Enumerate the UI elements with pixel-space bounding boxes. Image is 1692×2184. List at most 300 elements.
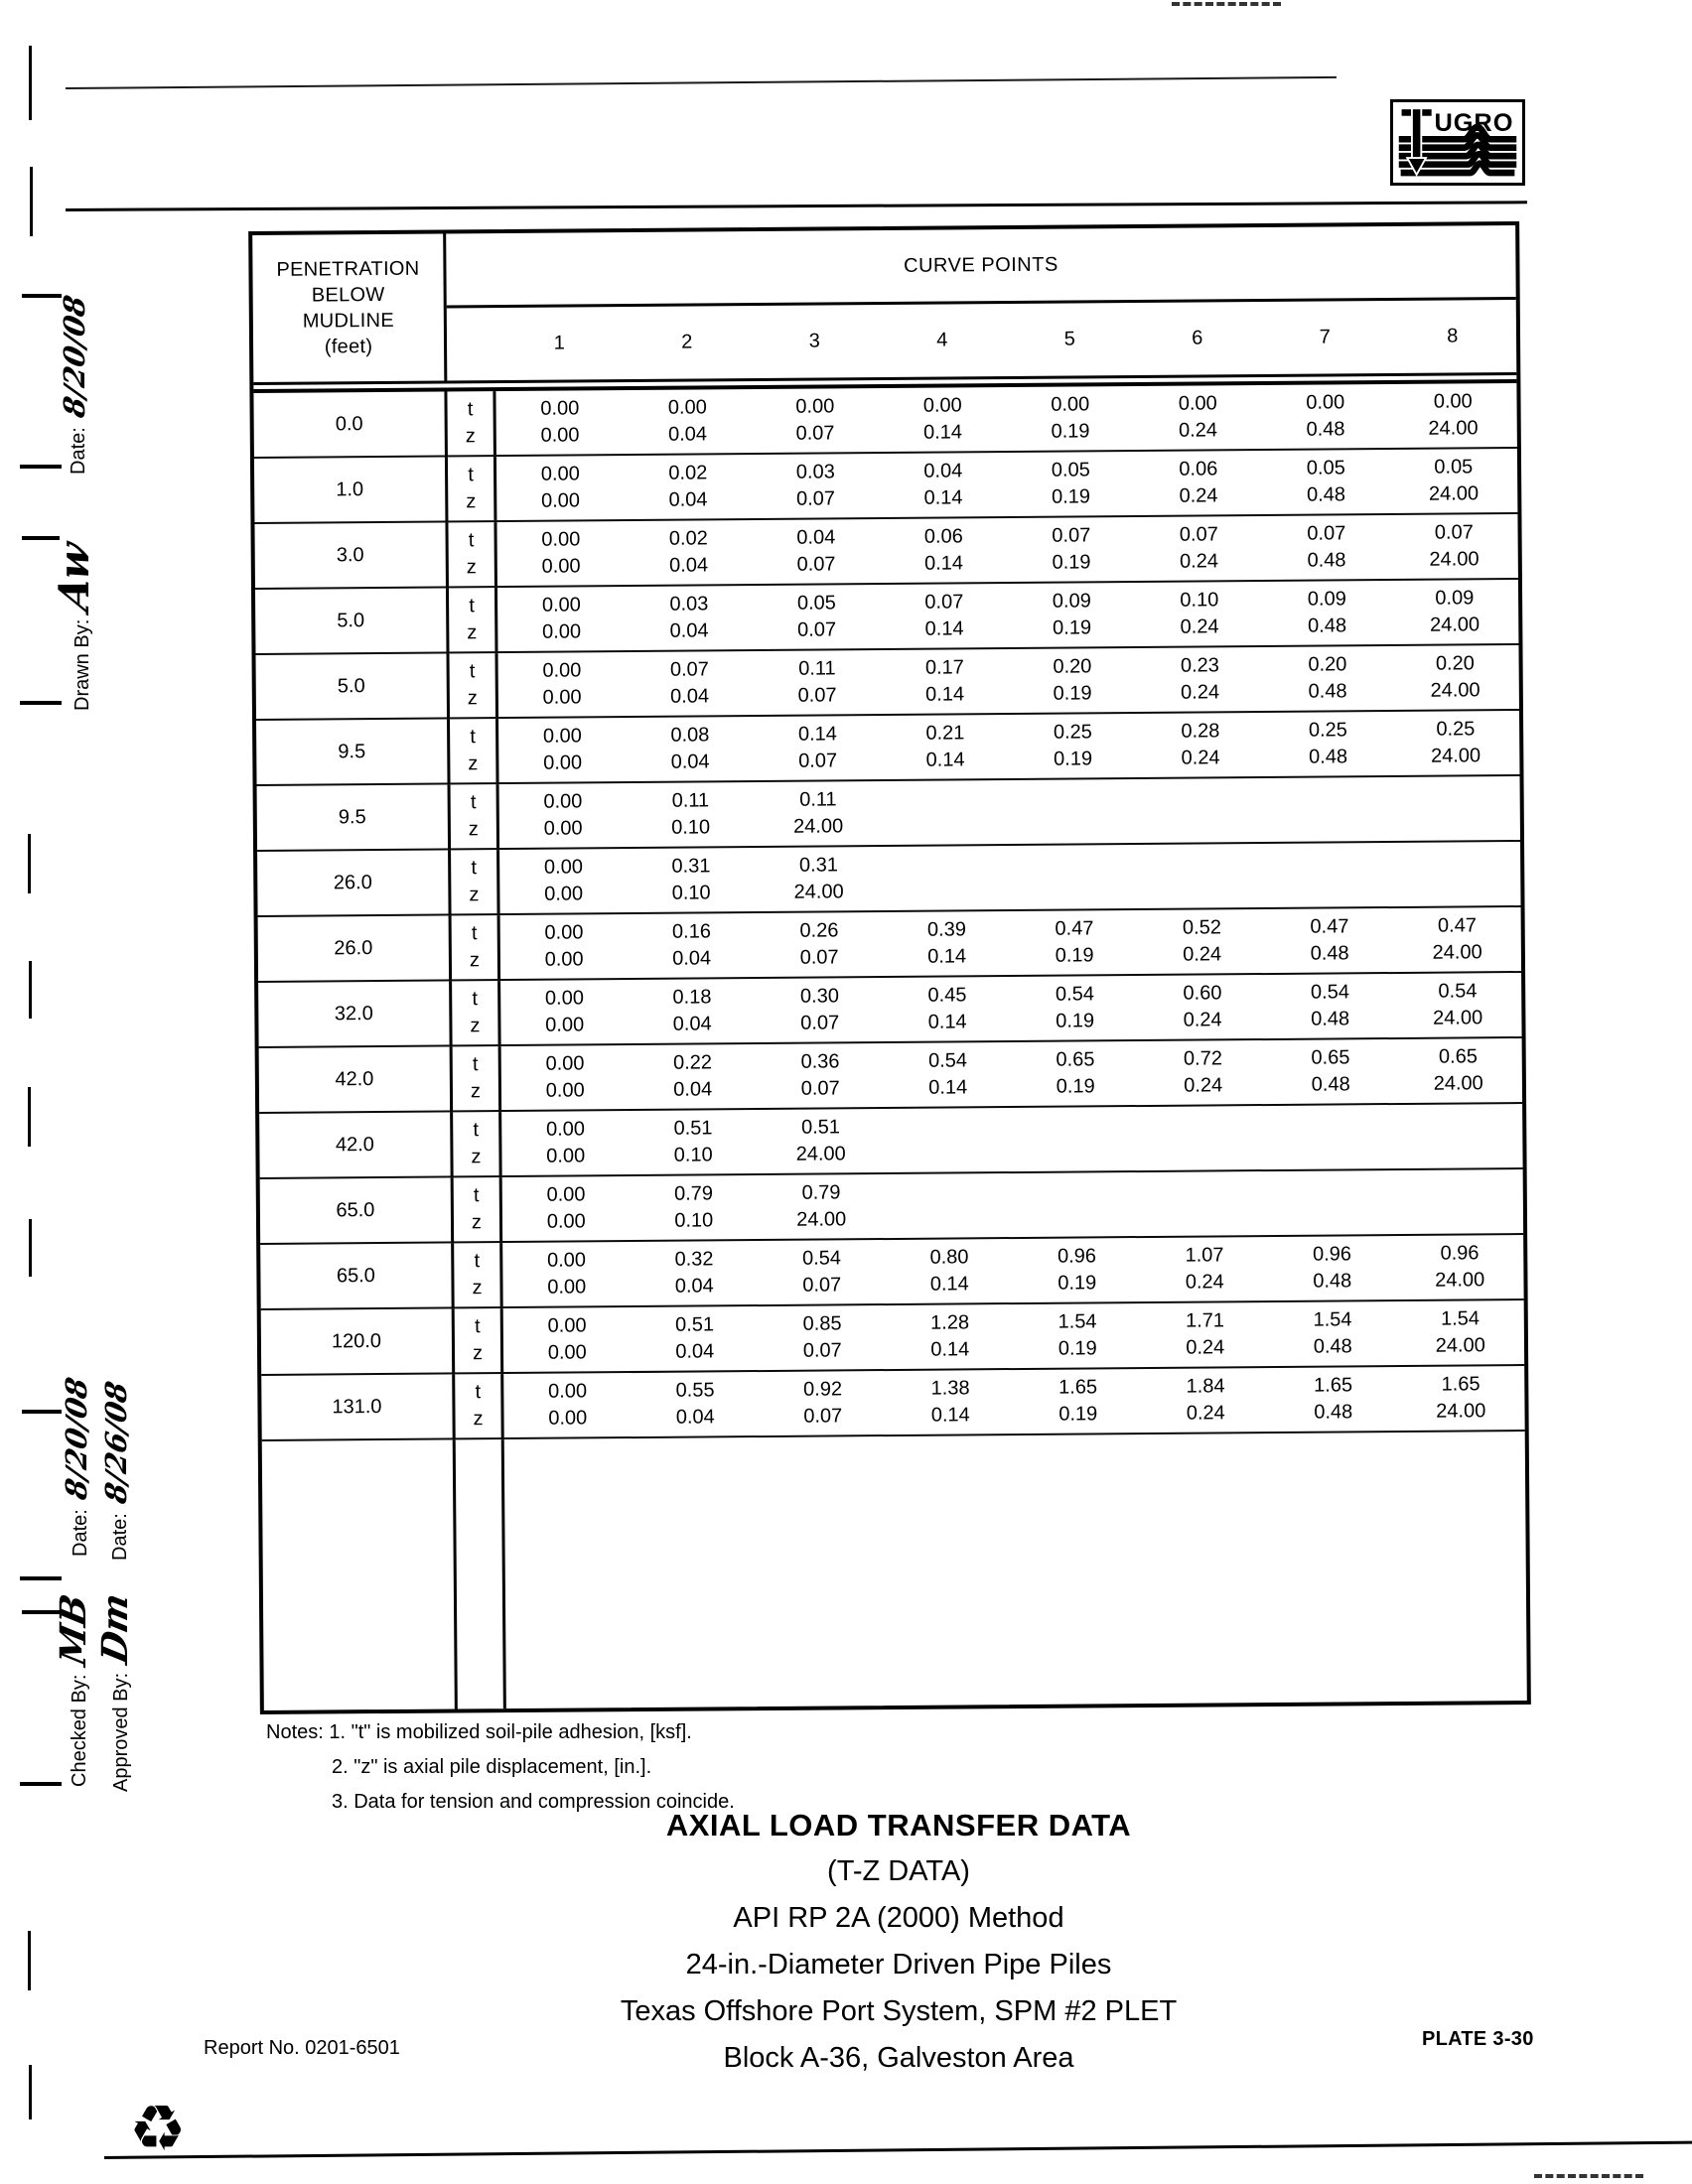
binder-mark [30,167,33,236]
curve-values-cell [503,1300,1524,1372]
t-value [1392,781,1520,809]
t-value: 0.32 [674,1248,714,1271]
t-value [1265,782,1393,810]
t-row-label: t [472,1053,479,1076]
z-value: 0.14 [925,749,965,771]
z-value: 0.24 [1186,1336,1225,1359]
z-value: 0.00 [547,1276,587,1298]
t-value [1265,848,1393,876]
t-value: 0.16 [671,920,712,943]
t-value: 0.20 [1053,655,1092,678]
t-value: 0.10 [1180,589,1219,612]
t-value: 0.36 [800,1050,840,1073]
penetration-depth-cell: 0.0 [253,391,447,457]
tz-label-cell [453,1112,502,1175]
z-value: 0.19 [1052,551,1091,574]
t-value: 0.25 [1436,718,1476,741]
z-value: 0.14 [930,1338,970,1361]
t-value: 1.54 [1313,1308,1352,1331]
z-value: 24.00 [1429,548,1480,571]
penetration-depth-cell: 9.5 [256,719,450,784]
t-value [1268,1175,1396,1203]
t-value: 0.00 [544,987,585,1010]
t-value: 0.07 [1179,523,1218,546]
t-value: 0.04 [923,460,963,482]
table-row [257,776,1520,852]
penetration-header-line: (feet) [324,336,373,358]
z-value [1392,808,1520,836]
tz-label-cell [452,981,501,1044]
table-row [257,842,1520,917]
curve-values-cell [499,776,1520,848]
z-row-label: z [468,752,479,775]
z-value: 0.07 [795,487,836,510]
t-row-label: t [472,988,479,1011]
penetration-depth-cell: 65.0 [260,1177,454,1243]
t-value: 0.54 [1310,981,1350,1004]
t-value: 1.38 [930,1377,970,1400]
t-value: 0.72 [1183,1047,1223,1070]
z-value: 0.24 [1178,419,1218,442]
z-value [1140,1138,1268,1165]
z-value [1010,811,1138,839]
t-value: 1.84 [1186,1375,1225,1398]
t-value: 0.07 [669,658,709,681]
z-value: 0.04 [675,1340,715,1363]
z-value: 0.04 [675,1406,715,1429]
t-value: 0.17 [924,656,964,679]
tz-label-cell [456,1439,506,1708]
t-value: 0.30 [799,985,840,1008]
z-value: 0.19 [1053,616,1092,639]
t-value [1140,1111,1268,1139]
penetration-header-line: PENETRATION [276,257,420,281]
curve-points-header [446,225,1516,380]
z-value: 0.48 [1311,1008,1350,1030]
z-value: 24.00 [795,1143,846,1165]
z-value: 0.19 [1056,1010,1095,1032]
table-row [261,1300,1524,1376]
t-row-label: t [471,857,478,880]
z-value [1395,1201,1523,1229]
penetration-depth-cell: 5.0 [256,653,450,719]
t-value: 0.28 [1181,720,1220,743]
t-row-label: t [474,1315,481,1338]
t-value: 0.25 [1308,719,1347,742]
tz-data-table [248,221,1531,1714]
t-value: 0.14 [797,723,837,746]
z-value: 0.04 [668,488,708,511]
table-row [254,449,1517,524]
z-value: 0.19 [1051,485,1091,508]
z-value: 0.07 [796,553,836,576]
t-value: 0.00 [1306,391,1345,414]
z-row-label: z [472,1342,484,1365]
t-value: 0.47 [1437,914,1477,937]
curve-values-cell [497,645,1518,717]
t-row-label: t [468,464,474,486]
z-value: 24.00 [1433,1072,1483,1095]
curve-point-column-header: 1 [553,332,565,354]
t-value: 0.54 [801,1247,842,1270]
note-1-text: 1. "t" is mobilized soil-pile adhesion, [ksf]. [329,1721,692,1743]
t-row-label: t [473,1119,480,1142]
t-value: 0.05 [1306,457,1345,479]
t-row-label: t [468,529,475,552]
recycle-icon: ♻ [129,2093,187,2164]
t-value: 0.65 [1311,1046,1350,1069]
z-value: 0.19 [1058,1272,1097,1295]
t-row-label: t [475,1381,482,1404]
plate-number: PLATE 3-30 [1422,2028,1534,2050]
t-value: 0.60 [1183,982,1222,1005]
z-value: 24.00 [1433,1007,1483,1029]
z-row-label: z [471,1211,483,1234]
tz-label-cell [453,1046,502,1110]
z-value [1012,1139,1140,1166]
z-value: 0.14 [930,1404,970,1427]
z-value: 24.00 [1435,1269,1485,1292]
t-value: 0.07 [1307,522,1346,545]
penetration-depth-cell: 120.0 [261,1308,455,1374]
header-rule [66,201,1527,211]
z-value: 0.00 [542,686,582,709]
footer-rule [104,2141,1692,2159]
z-row-label: z [473,1408,484,1431]
table-row [256,711,1519,786]
z-value: 0.00 [543,817,583,840]
curve-point-column-numbers [447,297,1517,380]
z-row-label: z [470,1080,482,1103]
t-value: 0.00 [922,394,962,417]
z-value [1138,876,1266,903]
t-value: 0.00 [667,396,707,419]
t-value: 0.51 [800,1116,841,1139]
penetration-header-line: BELOW [311,283,385,307]
z-value [885,1140,1013,1167]
z-value: 0.07 [803,1405,843,1428]
z-row-label: z [469,949,481,972]
t-row-label: t [469,595,475,617]
curve-values-cell [498,711,1519,782]
t-value [1010,784,1138,812]
z-value: 24.00 [1436,1400,1486,1423]
t-value: 0.18 [672,986,712,1009]
t-value: 0.05 [1434,456,1474,478]
penetration-depth-cell: 5.0 [255,588,449,653]
t-value: 0.22 [672,1051,713,1074]
title-method: API RP 2A (2000) Method [733,1902,1064,1934]
binder-mark [22,1410,62,1414]
z-value [1267,1137,1395,1164]
date-label: Date: [109,1513,131,1561]
z-row-label: z [466,490,477,513]
checked-by-label: Checked By: [69,1674,90,1787]
t-value: 0.92 [803,1378,843,1401]
z-value: 0.10 [674,1209,714,1232]
z-value: 0.48 [1308,614,1347,637]
z-value: 0.48 [1309,746,1348,768]
t-value [882,785,1010,813]
z-value: 0.00 [543,751,583,774]
z-row-label: z [471,1146,482,1168]
z-value: 0.07 [800,1012,840,1034]
z-value: 0.24 [1184,1074,1223,1097]
t-value: 0.00 [1051,393,1090,416]
date-label: Date: [68,427,89,475]
t-value: 0.07 [1052,524,1091,547]
z-value: 0.04 [674,1275,714,1297]
t-value: 0.65 [1438,1045,1479,1068]
t-value [885,1113,1013,1141]
curve-values-cell [503,1366,1524,1437]
t-value: 1.28 [930,1311,970,1334]
curve-values-cell [496,449,1517,520]
t-value: 0.39 [926,918,967,941]
z-value: 0.07 [798,750,838,772]
t-value [1137,783,1265,811]
z-value: 0.19 [1058,1337,1097,1360]
tz-label-cell [448,457,497,520]
z-value: 0.00 [548,1407,588,1430]
penetration-depth-cell: 65.0 [260,1243,454,1308]
z-value [1137,810,1265,838]
z-value: 0.24 [1183,943,1222,966]
z-value: 0.00 [540,424,580,447]
drawn-by-label: Drawn By: [71,618,93,711]
z-value [882,812,1010,840]
z-value: 0.04 [672,947,712,970]
t-value: 0.06 [1179,458,1218,480]
z-value: 0.48 [1307,549,1346,572]
z-value: 0.24 [1183,1009,1222,1031]
t-value: 0.00 [540,463,580,485]
fugro-logo [1390,99,1525,186]
tz-label-cell [450,653,499,717]
tz-label-cell [452,915,501,979]
t-value: 0.07 [1434,521,1474,544]
z-value [1013,1204,1141,1232]
t-value: 0.00 [544,921,584,944]
z-value: 0.19 [1053,682,1092,705]
z-value: 0.07 [802,1274,842,1297]
z-row-label: z [466,556,477,579]
t-value: 0.00 [795,395,835,418]
t-value: 0.05 [1051,459,1090,481]
table-row [259,1104,1522,1179]
z-value: 0.14 [925,683,965,706]
t-value: 0.00 [543,790,583,813]
binder-mark [28,834,31,893]
t-row-label: t [469,660,476,683]
curve-values-cell [502,1235,1523,1306]
z-value: 0.14 [927,945,967,968]
t-value: 0.20 [1308,653,1347,676]
z-value [1393,874,1521,901]
title-pile-description: 24-in.-Diameter Driven Pipe Piles [685,1949,1112,1980]
penetration-header-line: MUDLINE [302,309,395,333]
t-value: 0.00 [546,1249,587,1272]
curve-point-column-header: 3 [808,330,820,352]
z-value: 0.48 [1313,1335,1352,1358]
tz-label-cell [449,588,498,651]
penetration-depth-cell: 42.0 [259,1046,453,1112]
t-value: 0.00 [542,725,582,748]
z-value: 0.04 [667,423,708,446]
curve-points-title: CURVE POINTS [904,253,1058,277]
z-value: 0.04 [672,1013,712,1035]
z-value: 0.19 [1056,1075,1095,1098]
z-value: 0.07 [802,1339,842,1362]
t-value: 0.11 [798,657,836,680]
approved-by-label: Approved By: [110,1672,132,1792]
t-value: 0.96 [1312,1243,1352,1266]
title-main: AXIAL LOAD TRANSFER DATA [665,1808,1132,1843]
curve-point-column-header: 5 [1063,328,1075,350]
t-value: 0.54 [1055,983,1095,1006]
tz-label-cell [451,850,500,913]
t-row-label: t [474,1250,481,1273]
t-value: 0.09 [1052,590,1091,613]
z-value: 24.00 [1429,614,1480,636]
fugro-logo-graphic [1395,104,1520,182]
binder-mark [22,294,62,298]
note-line-1 [266,1715,735,1750]
binder-mark [20,465,62,469]
t-value [1013,1177,1141,1205]
z-value [1395,1136,1523,1163]
t-value: 1.65 [1058,1376,1098,1399]
t-value: 0.00 [540,397,580,420]
notes-label: Notes: [266,1721,324,1743]
z-value: 0.48 [1310,942,1349,965]
z-value: 0.14 [928,1076,968,1099]
note-line-2: 2. "z" is axial pile displacement, [in.]. [332,1756,652,1778]
z-value: 0.04 [669,619,709,642]
table-row [254,514,1517,590]
t-value: 0.31 [671,855,711,878]
z-value: 0.07 [799,946,839,969]
t-value [885,1178,1013,1206]
t-value [1140,1176,1268,1204]
z-value: 0.24 [1179,550,1219,573]
z-value: 0.04 [669,554,709,577]
z-value: 0.07 [797,684,837,707]
t-value: 0.21 [925,722,965,745]
scan-artifact-bottom-dashes [1534,2174,1643,2178]
z-value: 0.14 [923,486,963,509]
z-value [1268,1202,1396,1230]
z-value: 0.24 [1185,1271,1224,1294]
penetration-depth-cell [262,1439,458,1710]
z-value: 0.24 [1181,747,1220,769]
curve-point-column-header: 7 [1319,326,1331,348]
t-value: 0.06 [923,525,963,548]
t-value: 0.23 [1180,654,1219,677]
t-value: 0.51 [675,1313,715,1336]
z-value: 0.24 [1180,615,1219,638]
table-filler-row [262,1432,1527,1710]
t-value: 0.20 [1435,652,1475,675]
tz-label-cell [454,1177,503,1241]
table-row [256,645,1519,721]
t-value: 0.96 [1440,1242,1480,1265]
date-label: Date: [70,1509,91,1557]
z-value: 24.00 [1430,745,1481,767]
z-value: 0.14 [922,421,963,444]
t-value: 1.65 [1314,1374,1353,1397]
table-row [259,1038,1522,1114]
z-value: 0.24 [1179,484,1218,507]
t-value [1012,1112,1140,1140]
z-value: 0.00 [546,1210,586,1233]
z-row-label: z [470,1015,481,1037]
z-value: 0.10 [673,1144,713,1166]
z-value: 0.10 [671,816,711,839]
table-body [253,383,1526,1710]
penetration-depth-cell: 32.0 [258,981,452,1046]
t-value: 0.00 [545,1118,586,1141]
report-number: Report No. 0201-6501 [204,2037,400,2059]
t-value: 0.00 [547,1314,587,1337]
z-value: 0.00 [540,489,581,512]
penetration-depth-cell: 42.0 [259,1112,453,1177]
t-value: 0.80 [929,1246,969,1269]
z-value: 0.19 [1058,1403,1098,1426]
penetration-header-cell [252,233,447,382]
t-value: 0.00 [543,856,583,879]
t-value: 0.52 [1182,916,1221,939]
t-value: 0.02 [668,462,708,484]
z-value: 24.00 [1435,1334,1485,1357]
t-value: 0.00 [1178,392,1217,415]
tz-label-cell [454,1243,503,1306]
t-value: 0.11 [671,789,710,812]
tz-label-cell [447,391,496,455]
z-value: 24.00 [793,815,844,838]
z-value [1265,809,1393,837]
t-value: 0.07 [924,591,964,614]
t-value: 0.85 [802,1312,842,1335]
t-value: 0.47 [1055,917,1094,940]
tz-label-cell [448,522,497,586]
tz-label-cell [451,784,500,848]
page-top-faint-rule [66,76,1337,89]
curve-point-column-header: 2 [681,331,693,353]
table-header [252,225,1516,385]
table-row [260,1235,1523,1310]
t-value [1138,849,1266,877]
binder-mark [28,1087,31,1147]
z-value: 0.14 [929,1273,969,1296]
t-value [1395,1174,1523,1202]
z-value: 0.24 [1181,681,1220,704]
curve-values-cell [501,1104,1522,1175]
t-value: 0.04 [796,526,836,549]
t-value: 0.79 [801,1181,841,1204]
t-value: 0.00 [546,1183,586,1206]
penetration-depth-cell: 9.5 [257,784,451,850]
z-value [1265,875,1393,902]
t-value: 0.31 [798,854,838,877]
t-value: 0.11 [799,788,837,811]
t-value: 0.00 [548,1380,588,1403]
t-value: 0.03 [795,461,835,483]
z-value: 0.48 [1306,483,1346,506]
z-value: 0.14 [924,617,964,640]
z-value: 0.48 [1308,680,1347,703]
z-value: 0.14 [927,1011,967,1033]
